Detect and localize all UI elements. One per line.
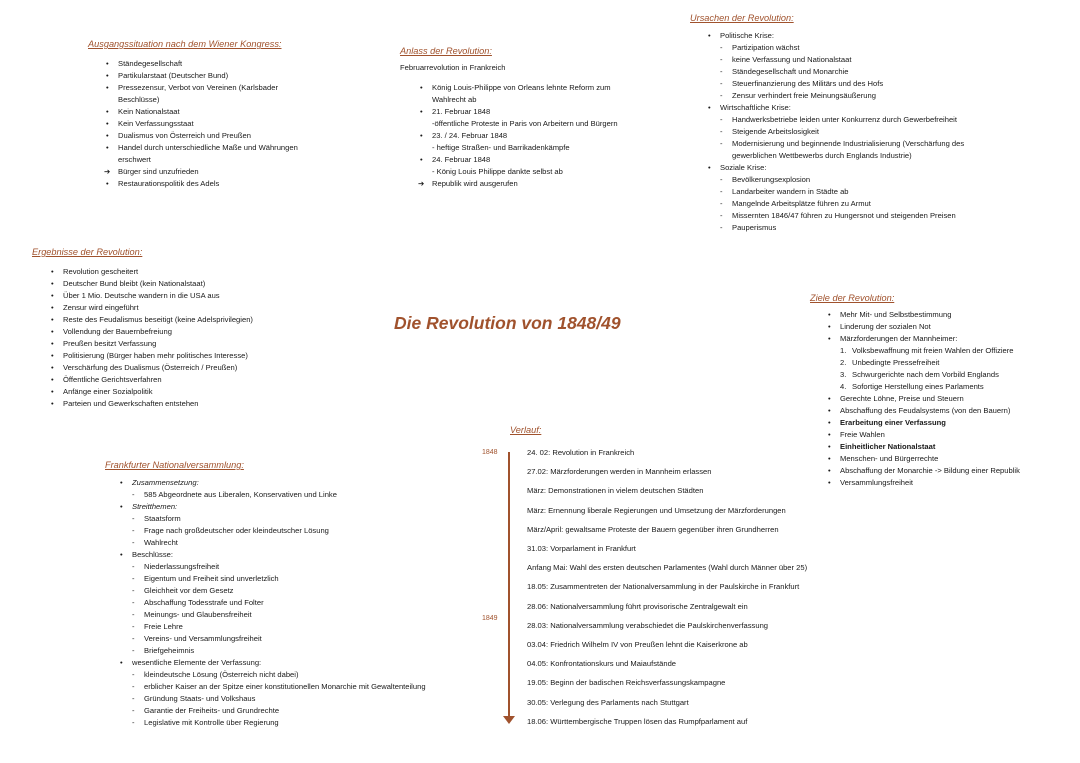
list-number: 1. <box>840 346 847 355</box>
list-item-text: 21. Februar 1848 <box>432 107 491 116</box>
list-item-text: Meinungs- und Glaubensfreiheit <box>144 610 252 619</box>
list-item-text: Garantie der Freiheits- und Grundrechte <box>144 706 280 715</box>
list-item <box>49 266 302 278</box>
list-item-text: Zensur verhindert freie Meinungsäußerung <box>732 91 876 100</box>
section-ziele <box>810 292 1075 489</box>
list-item <box>706 90 965 102</box>
list-item-text: Zusammensetzung: <box>132 478 199 487</box>
list-item <box>706 198 965 210</box>
section-ursachen <box>690 12 965 234</box>
list-item-text: keine Verfassung und Nationalstaat <box>732 55 852 64</box>
list-item-text: 585 Abgeordnete aus Liberalen, Konservativen und Linke <box>144 490 337 499</box>
list-item <box>118 609 465 621</box>
section-ergebnisse <box>32 246 302 410</box>
list-item <box>118 489 465 501</box>
list-item-text: - König Louis Philippe dankte selbst ab <box>432 167 563 176</box>
section-heading: Ursachen der Revolution: <box>690 13 794 23</box>
timeline-event: 30.05: Verlegung des Parlaments nach Stuttgart <box>527 697 689 707</box>
item-list <box>105 477 465 729</box>
list-item <box>418 166 645 178</box>
list-item <box>706 102 965 114</box>
section-nationalversammlung <box>105 459 465 729</box>
list-item-text: Sofortige Herstellung eines Parlaments <box>852 382 984 391</box>
list-item <box>118 537 465 549</box>
list-item <box>826 441 1075 453</box>
list-item <box>706 66 965 78</box>
list-item <box>104 130 313 142</box>
list-item-text: Pressezensur, Verbot von Vereinen (Karlsbader Beschlüsse) <box>118 83 278 104</box>
list-item-text: Ständegesellschaft und Monarchie <box>732 67 849 76</box>
list-item <box>706 222 965 234</box>
list-item-text: Legislative mit Kontrolle über Regierung <box>144 718 279 727</box>
list-item <box>49 314 302 326</box>
section-heading: Ausgangssituation nach dem Wiener Kongress: <box>88 39 282 49</box>
list-item-text: Staatsform <box>144 514 181 523</box>
list-item <box>104 58 313 70</box>
list-item <box>49 338 302 350</box>
list-number: 4. <box>840 382 847 391</box>
list-item-text: Volksbewaffnung mit freien Wahlen der Offiziere <box>852 346 1014 355</box>
section-heading: Frankfurter Nationalversammlung: <box>105 460 244 470</box>
list-item-text: Kein Nationalstaat <box>118 107 180 116</box>
list-item-text: Über 1 Mio. Deutsche wandern in die USA aus <box>63 291 220 300</box>
list-item-text: Preußen besitzt Verfassung <box>63 339 157 348</box>
section-ausgangssituation <box>88 38 313 190</box>
section-anlass <box>400 45 645 190</box>
list-item-text: Steigende Arbeitslosigkeit <box>732 127 819 136</box>
timeline-event: März: Ernennung liberale Regierungen und Umsetzung der Märzforderungen <box>527 505 786 515</box>
list-item <box>118 645 465 657</box>
item-list <box>810 309 1075 489</box>
list-item <box>118 657 465 669</box>
list-item <box>118 633 465 645</box>
list-item <box>706 174 965 186</box>
list-item-text: Mangelnde Arbeitsplätze führen zu Armut <box>732 199 871 208</box>
list-item <box>118 549 465 561</box>
list-item-text: Abschaffung der Monarchie -> Bildung einer Republik <box>840 466 1020 475</box>
list-item-text: Öffentliche Gerichtsverfahren <box>63 375 162 384</box>
list-item-text: Vereins- und Versammlungsfreiheit <box>144 634 262 643</box>
list-item-text: Politische Krise: <box>720 31 775 40</box>
list-item <box>118 573 465 585</box>
list-item-text: Freie Wahlen <box>840 430 885 439</box>
timeline-event: 28.06: Nationalversammlung führt provisorische Zentralgewalt ein <box>527 601 748 611</box>
list-item <box>826 429 1075 441</box>
list-item-text: 23. / 24. Februar 1848 <box>432 131 508 140</box>
list-item <box>706 138 965 162</box>
list-item <box>418 154 645 166</box>
section-heading: Ziele der Revolution: <box>810 293 895 303</box>
list-item <box>49 302 302 314</box>
list-item <box>49 386 302 398</box>
list-item-text: 24. Februar 1848 <box>432 155 491 164</box>
list-item-text: Bevölkerungsexplosion <box>732 175 811 184</box>
list-item <box>104 178 313 190</box>
page-title: Die Revolution von 1848/49 <box>394 313 621 333</box>
list-item <box>418 130 645 142</box>
list-item-text: erblicher Kaiser an der Spitze einer konstitutionellen Monarchie mit Gewaltenteilung <box>144 682 426 691</box>
timeline-event: 19.05: Beginn der badischen Reichsverfassungskampagne <box>527 678 726 688</box>
list-item <box>706 42 965 54</box>
list-item-text: Partizipation wächst <box>732 43 800 52</box>
list-item <box>706 162 965 174</box>
list-item-text: Abschaffung Todesstrafe und Folter <box>144 598 264 607</box>
list-item-text: Eigentum und Freiheit sind unverletzlich <box>144 574 279 583</box>
list-item <box>118 669 465 681</box>
list-item <box>826 309 1075 321</box>
list-item <box>826 357 1075 369</box>
timeline-event: März/April: gewaltsame Proteste der Bauern gegenüber ihren Grundherren <box>527 524 779 534</box>
list-item <box>826 381 1075 393</box>
list-item-text: Versammlungsfreiheit <box>840 478 914 487</box>
timeline-event: 24. 02: Revolution in Frankreich <box>527 448 635 457</box>
list-item <box>826 417 1075 429</box>
list-item-text: Verschärfung des Dualismus (Österreich / Preußen) <box>63 363 238 372</box>
list-item <box>826 393 1075 405</box>
list-item <box>49 362 302 374</box>
list-item <box>118 585 465 597</box>
list-item-text: Landarbeiter wandern in Städte ab <box>732 187 849 196</box>
list-number: 2. <box>840 358 847 367</box>
list-item-text: Soziale Krise: <box>720 163 767 172</box>
section-verlauf <box>510 424 541 441</box>
list-item-text: Unbedingte Pressefreiheit <box>852 358 940 367</box>
list-item <box>826 453 1075 465</box>
list-item-text: Wirtschaftliche Krise: <box>720 103 791 112</box>
list-item-text: Anfänge einer Sozialpolitik <box>63 387 153 396</box>
list-item-text: Restaurationspolitik des Adels <box>118 179 220 188</box>
list-item-text: Niederlassungsfreiheit <box>144 562 220 571</box>
timeline-event: 31.03: Vorparlament in Frankfurt <box>527 544 636 553</box>
list-item-text: Vollendung der Bauernbefreiung <box>63 327 172 336</box>
list-item <box>118 597 465 609</box>
list-item <box>706 114 965 126</box>
list-item-text: Handel durch unterschiedliche Maße und Währungen erschwert <box>118 143 298 164</box>
timeline-event: Anfang Mai: Wahl des ersten deutschen Parlamentes (Wahl durch Männer über 25) <box>527 563 808 573</box>
list-item-text: Revolution gescheitert <box>63 267 139 276</box>
list-item <box>118 501 465 513</box>
list-item <box>118 621 465 633</box>
list-item <box>706 30 965 42</box>
item-list <box>690 30 965 234</box>
list-item-text: Kein Verfassungsstaat <box>118 119 194 128</box>
list-item-text: - heftige Straßen- und Barrikadenkämpfe <box>432 143 570 152</box>
list-item-text: Ständegesellschaft <box>118 59 183 68</box>
list-item <box>418 106 645 118</box>
list-item-text: Beschlüsse: <box>132 550 173 559</box>
list-item-text: Modernisierung und beginnende Industrialisierung (Verschärfung des gewerblichen Wettbewerbs durch Englands Industrie) <box>732 139 965 160</box>
list-item <box>418 142 645 154</box>
list-item-text: Briefgeheimnis <box>144 646 195 655</box>
list-item <box>118 693 465 705</box>
list-item <box>49 278 302 290</box>
list-item <box>118 513 465 525</box>
list-item-text: Frage nach großdeutscher oder kleindeutscher Lösung <box>144 526 329 535</box>
list-item <box>418 178 645 190</box>
list-item-text: Erarbeitung einer Verfassung <box>840 418 946 427</box>
list-item <box>49 350 302 362</box>
section-intro: Februarrevolution in Frankreich <box>400 63 506 72</box>
list-item <box>104 166 313 178</box>
list-item-text: Parteien und Gewerkschaften entstehen <box>63 399 199 408</box>
item-list <box>400 82 645 190</box>
list-item-text: Schwurgerichte nach dem Vorbild Englands <box>852 370 999 379</box>
list-item-text: Steuerfinanzierung des Militärs und des Hofs <box>732 79 884 88</box>
list-item <box>418 118 645 130</box>
item-list <box>88 58 313 190</box>
timeline-event: 04.05: Konfrontationskurs und Maiaufstände <box>527 659 677 669</box>
list-item <box>104 82 313 106</box>
list-item-text: Deutscher Bund bleibt (kein Nationalstaat) <box>63 279 206 288</box>
list-item <box>118 717 465 729</box>
list-item-text: Mehr Mit- und Selbstbestimmung <box>840 310 952 319</box>
list-item <box>826 321 1075 333</box>
timeline-event: 27.02: Märzforderungen werden in Mannheim erlassen <box>527 467 712 477</box>
list-item-text: Linderung der sozialen Not <box>840 322 931 331</box>
section-heading: Verlauf: <box>510 425 542 435</box>
list-item-text: Gleichheit vor dem Gesetz <box>144 586 234 595</box>
list-item <box>826 369 1075 381</box>
list-number: 3. <box>840 370 847 379</box>
list-item-text: Missernten 1846/47 führen zu Hungersnot und steigenden Preisen <box>732 211 956 220</box>
list-item-text: Streitthemen: <box>132 502 178 511</box>
list-item-text: wesentliche Elemente der Verfassung: <box>132 658 262 667</box>
timeline-event: März: Demonstrationen in vielem deutschen Städten <box>527 486 704 496</box>
list-item <box>49 398 302 410</box>
list-item <box>104 106 313 118</box>
list-item-text: Zensur wird eingeführt <box>63 303 139 312</box>
list-item <box>706 210 965 222</box>
list-item-text: Gerechte Löhne, Preise und Steuern <box>840 394 964 403</box>
list-item <box>418 82 645 106</box>
list-item <box>49 326 302 338</box>
list-item <box>826 345 1075 357</box>
timeline-event: 28.03: Nationalversammlung verabschiedet die Paulskirchenverfassung <box>527 620 769 630</box>
list-item-text: Menschen- und Bürgerrechte <box>840 454 939 463</box>
timeline-arrowhead <box>503 716 515 724</box>
section-heading: Anlass der Revolution: <box>400 46 492 56</box>
list-item-text: Handwerksbetriebe leiden unter Konkurrenz durch Gewerbefreiheit <box>732 115 957 124</box>
timeline-event: 03.04: Friedrich Wilhelm IV von Preußen lehnt die Kaiserkrone ab <box>527 640 748 649</box>
list-item <box>826 405 1075 417</box>
list-item <box>826 465 1075 477</box>
list-item <box>118 705 465 717</box>
list-item <box>49 290 302 302</box>
list-item <box>104 142 313 166</box>
timeline-axis <box>508 452 510 720</box>
list-item-text: Bürger sind unzufrieden <box>118 167 199 176</box>
list-item <box>706 54 965 66</box>
list-item-text: König Louis-Philippe von Orleans lehnte Reform zum Wahlrecht ab <box>432 83 611 104</box>
list-item <box>826 333 1075 345</box>
list-item-text: Abschaffung des Feudalsystems (von den Bauern) <box>840 406 1011 415</box>
section-heading: Ergebnisse der Revolution: <box>32 247 143 257</box>
list-item-text: Republik wird ausgerufen <box>432 179 518 188</box>
list-item-text: Märzforderungen der Mannheimer: <box>840 334 958 343</box>
list-item <box>104 118 313 130</box>
list-item <box>118 561 465 573</box>
list-item <box>706 78 965 90</box>
list-item <box>118 477 465 489</box>
list-item <box>118 681 465 693</box>
list-item <box>706 186 965 198</box>
list-item-text: Freie Lehre <box>144 622 183 631</box>
list-item <box>826 477 1075 489</box>
list-item <box>49 374 302 386</box>
list-item-text: Reste des Feudalismus beseitigt (keine Adelsprivilegien) <box>63 315 253 324</box>
timeline-year-1849: 1849 <box>482 615 498 622</box>
list-item <box>104 70 313 82</box>
list-item-text: kleindeutsche Lösung (Österreich nicht dabei) <box>144 670 299 679</box>
list-item-text: -öffentliche Proteste in Paris von Arbeitern und Bürgern <box>432 119 618 128</box>
item-list <box>32 266 302 410</box>
list-item-text: Gründung Staats- und Volkshaus <box>144 694 256 703</box>
timeline-event: 18.06: Württembergische Truppen lösen das Rumpfparlament auf <box>527 716 748 726</box>
list-item <box>118 525 465 537</box>
list-item-text: Partikularstaat (Deutscher Bund) <box>118 71 229 80</box>
timeline-year-1848: 1848 <box>482 449 498 456</box>
timeline-event: 18.05: Zusammentreten der Nationalversammlung in der Paulskirche in Frankfurt <box>527 582 800 592</box>
list-item <box>706 126 965 138</box>
list-item-text: Dualismus von Österreich und Preußen <box>118 131 251 140</box>
list-item-text: Pauperismus <box>732 223 777 232</box>
list-item-text: Wahlrecht <box>144 538 178 547</box>
list-item-text: Politisierung (Bürger haben mehr politisches Interesse) <box>63 351 248 360</box>
list-item-text: Einheitlicher Nationalstaat <box>840 442 936 451</box>
